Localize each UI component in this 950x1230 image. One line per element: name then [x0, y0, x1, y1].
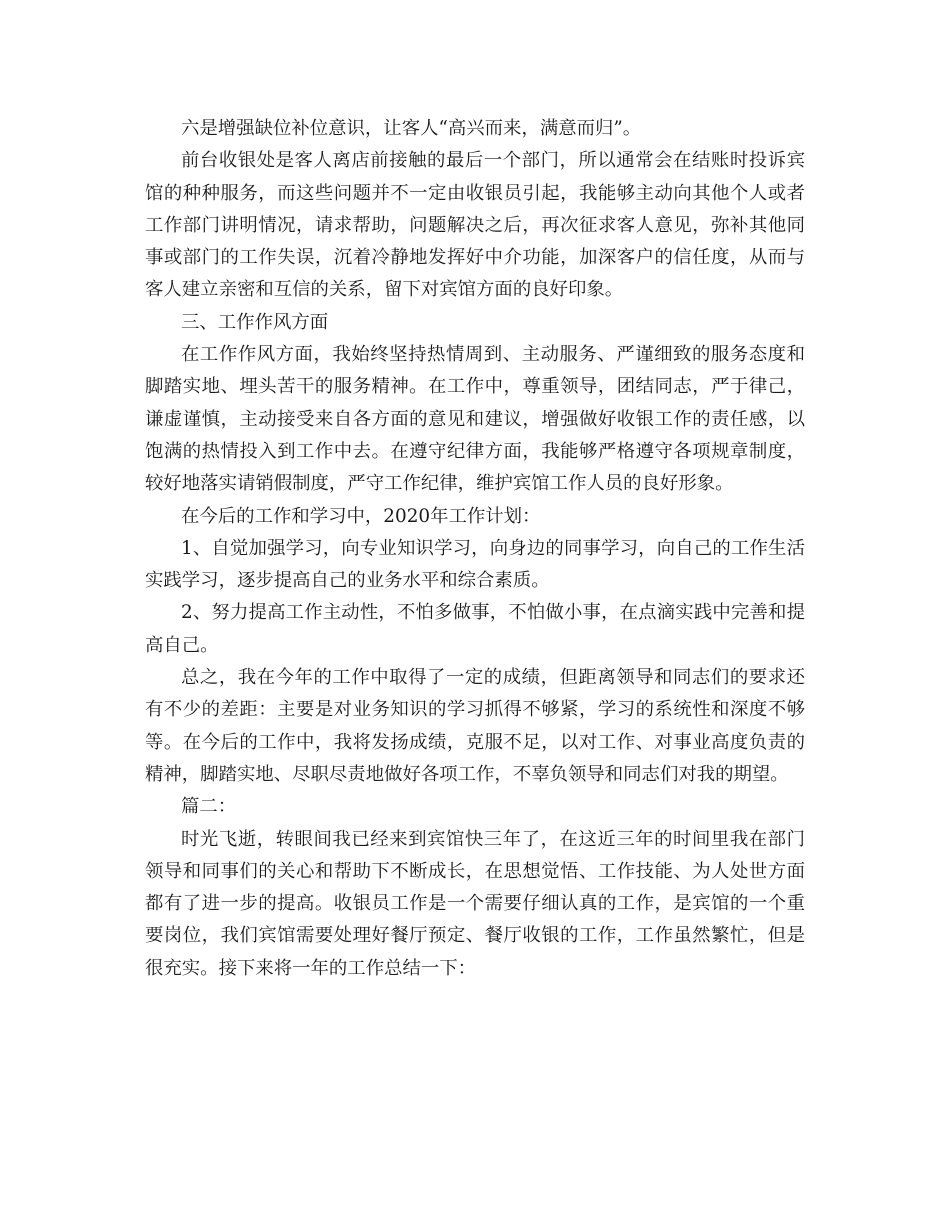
document-body — [145, 113, 805, 985]
paragraph-part-two-intro: 时光飞逝，转眼间我已经来到宾馆快三年了，在这近三年的时间里我在部门领导和同事们的关心和帮助下不断成长，在思想觉悟、工作技能、为人处世方面都有了进一步的提高。收银员工作是一个需要仔细认真的工作，是宾馆的一个重要岗位，我们宾馆需要处理好餐厅预定、餐厅收银的工作，工作虽然繁忙，但是很充实。接下来将一年的工作总结一下： — [145, 828, 805, 979]
section-heading-work-style: 三、工作作风方面 — [181, 311, 329, 333]
paragraph-shortage-awareness: 六是增强缺位补位意识，让客人“高兴而来，满意而归”。 — [181, 118, 642, 139]
section-heading-part-two: 篇二： — [181, 796, 237, 818]
plan-item-1: 1、自觉加强学习，向专业知识学习，向身边的同事学习，向自己的工作生活实践学习，逐步提高自己的业务水平和综合素质。 — [145, 537, 805, 592]
paragraph-plan-intro: 在今后的工作和学习中，2020年工作计划： — [181, 505, 541, 527]
paragraph-conclusion: 总之，我在今年的工作中取得了一定的成绩，但距离领导和同志们的要求还有不少的差距：主要是对业务知识的学习抓得不够紧，学习的系统性和深度不够等。在今后的工作中，我将发扬成绩，克服不足，以对工作、对事业高度负责的精神，脚踏实地、尽职尽责地做好各项工作，不辜负领导和同志们对我的期望。 — [145, 667, 805, 785]
paragraph-work-style: 在工作作风方面，我始终坚持热情周到、主动服务、严谨细致的服务态度和脚踏实地、埋头苦干的服务精神。在工作中，尊重领导，团结同志，严于律己，谦虚谨慎，主动接受来自各方面的意见和建议，增强做好收银工作的责任感，以饱满的热情投入到工作中去。在遵守纪律方面，我能够严格遵守各项规章制度，较好地落实请销假制度，严守工作纪律，维护宾馆工作人员的良好形象。 — [145, 344, 805, 495]
paragraph-front-desk-cashier: 前台收银处是客人离店前接触的最后一个部门，所以通常会在结账时投诉宾馆的种种服务，而这些问题并不一定由收银员引起，我能够主动向其他个人或者工作部门讲明情况，请求帮助，问题解决之后，再次征求客人意见，弥补其他同事或部门的工作失误，沉着冷静地发挥好中介功能，加深客户的信任度，从而与客人建立亲密和互信的关系，留下对宾馆方面的良好印象。 — [145, 150, 805, 301]
plan-item-2: 2、努力提高工作主动性，不怕多做事，不怕做小事，在点滴实践中完善和提高自己。 — [145, 602, 805, 656]
